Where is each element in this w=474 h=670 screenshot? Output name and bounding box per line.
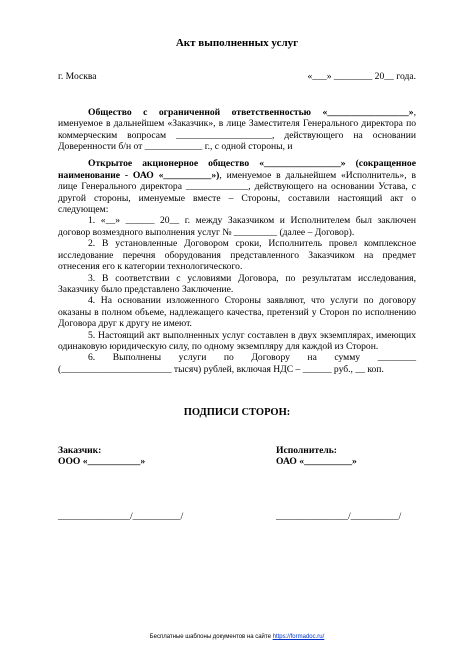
- place-date-row: [58, 71, 416, 82]
- footer-link[interactable]: https://formadoc.ru/: [272, 634, 325, 640]
- clause-1: 1. «__» ______ 20__ г. между Заказчиком и Исполнителем был заключен договор возмездного выполнения услуг № _________ (далее – Договор).: [58, 215, 416, 238]
- date: «___» ________ 20__ года.: [307, 71, 416, 83]
- customer-label: Заказчик:: [58, 444, 102, 456]
- customer-signature-line: _______________/__________/: [58, 511, 184, 523]
- footer-text: Бесплатные шаблоны документов на сайте: [149, 634, 273, 640]
- customer-org-rest: , именуемое в дальнейшем «Заказчик», в лице Заместителя Генерального директора по коммерческим вопросам ____________________, действующего на основании Доверенности б/н от ____________ г., с одной стороны, и: [58, 106, 416, 153]
- clause-2: 2. В установленные Договором сроки, Исполнитель провел комплексное исследование перечня оборудования представленного Заказчиком на предмет отнесения его к категории технологического.: [58, 238, 416, 273]
- clause-6: 6. Выполнены услуги по Договору на сумму ________ (_______________________ тысяч) рублей, включая НДС – ______ руб., __ коп.: [58, 352, 416, 375]
- customer-org: ООО «___________»: [58, 455, 146, 467]
- paragraph-customer: [58, 107, 416, 153]
- executor-label: Исполнитель:: [276, 444, 337, 456]
- document-title: Акт выполненных услуг: [175, 37, 299, 49]
- clause-4: 4. На основании изложенного Стороны заявляют, что услуги по договору оказаны в полном объеме, надлежащего качества, претензий у Сторон по исполнению Договора друг к другу не имеют.: [58, 295, 416, 330]
- customer-signature-block: [58, 444, 184, 523]
- paragraph-executor: [58, 158, 416, 215]
- customer-org-lead: Общество с ограниченной ответственностью «_________________»: [88, 106, 414, 118]
- clause-3: 3. В соответствии с условиями Договора, по результатам исследования, Заказчику было представлено Заключение.: [58, 272, 416, 295]
- signatures-title: ПОДПИСИ СТОРОН:: [183, 407, 291, 419]
- executor-org-lead: Открытое акционерное общество «________________» (сокращенное наименование - ОАО «__________»): [58, 158, 416, 181]
- city: г. Москва: [58, 71, 97, 83]
- executor-signature-block: [276, 445, 416, 523]
- executor-signature-line: _______________/__________/: [276, 511, 402, 523]
- executor-org: ОАО «__________»: [276, 455, 357, 467]
- executor-org-rest: , именуемое в дальнейшем «Исполнитель», в лице Генерального директора _____________, действующего на основании Устава, с другой стороны, именуемые вместе – Стороны, составили настоящий акт о следующем:: [58, 169, 416, 216]
- signatures-row: [58, 445, 416, 523]
- footer: [0, 632, 474, 643]
- clause-5: 5. Настоящий акт выполненных услуг составлен в двух экземплярах, имеющих одинаковую юридическую силу, по одному экземпляру для каждой из Сторон.: [58, 329, 416, 352]
